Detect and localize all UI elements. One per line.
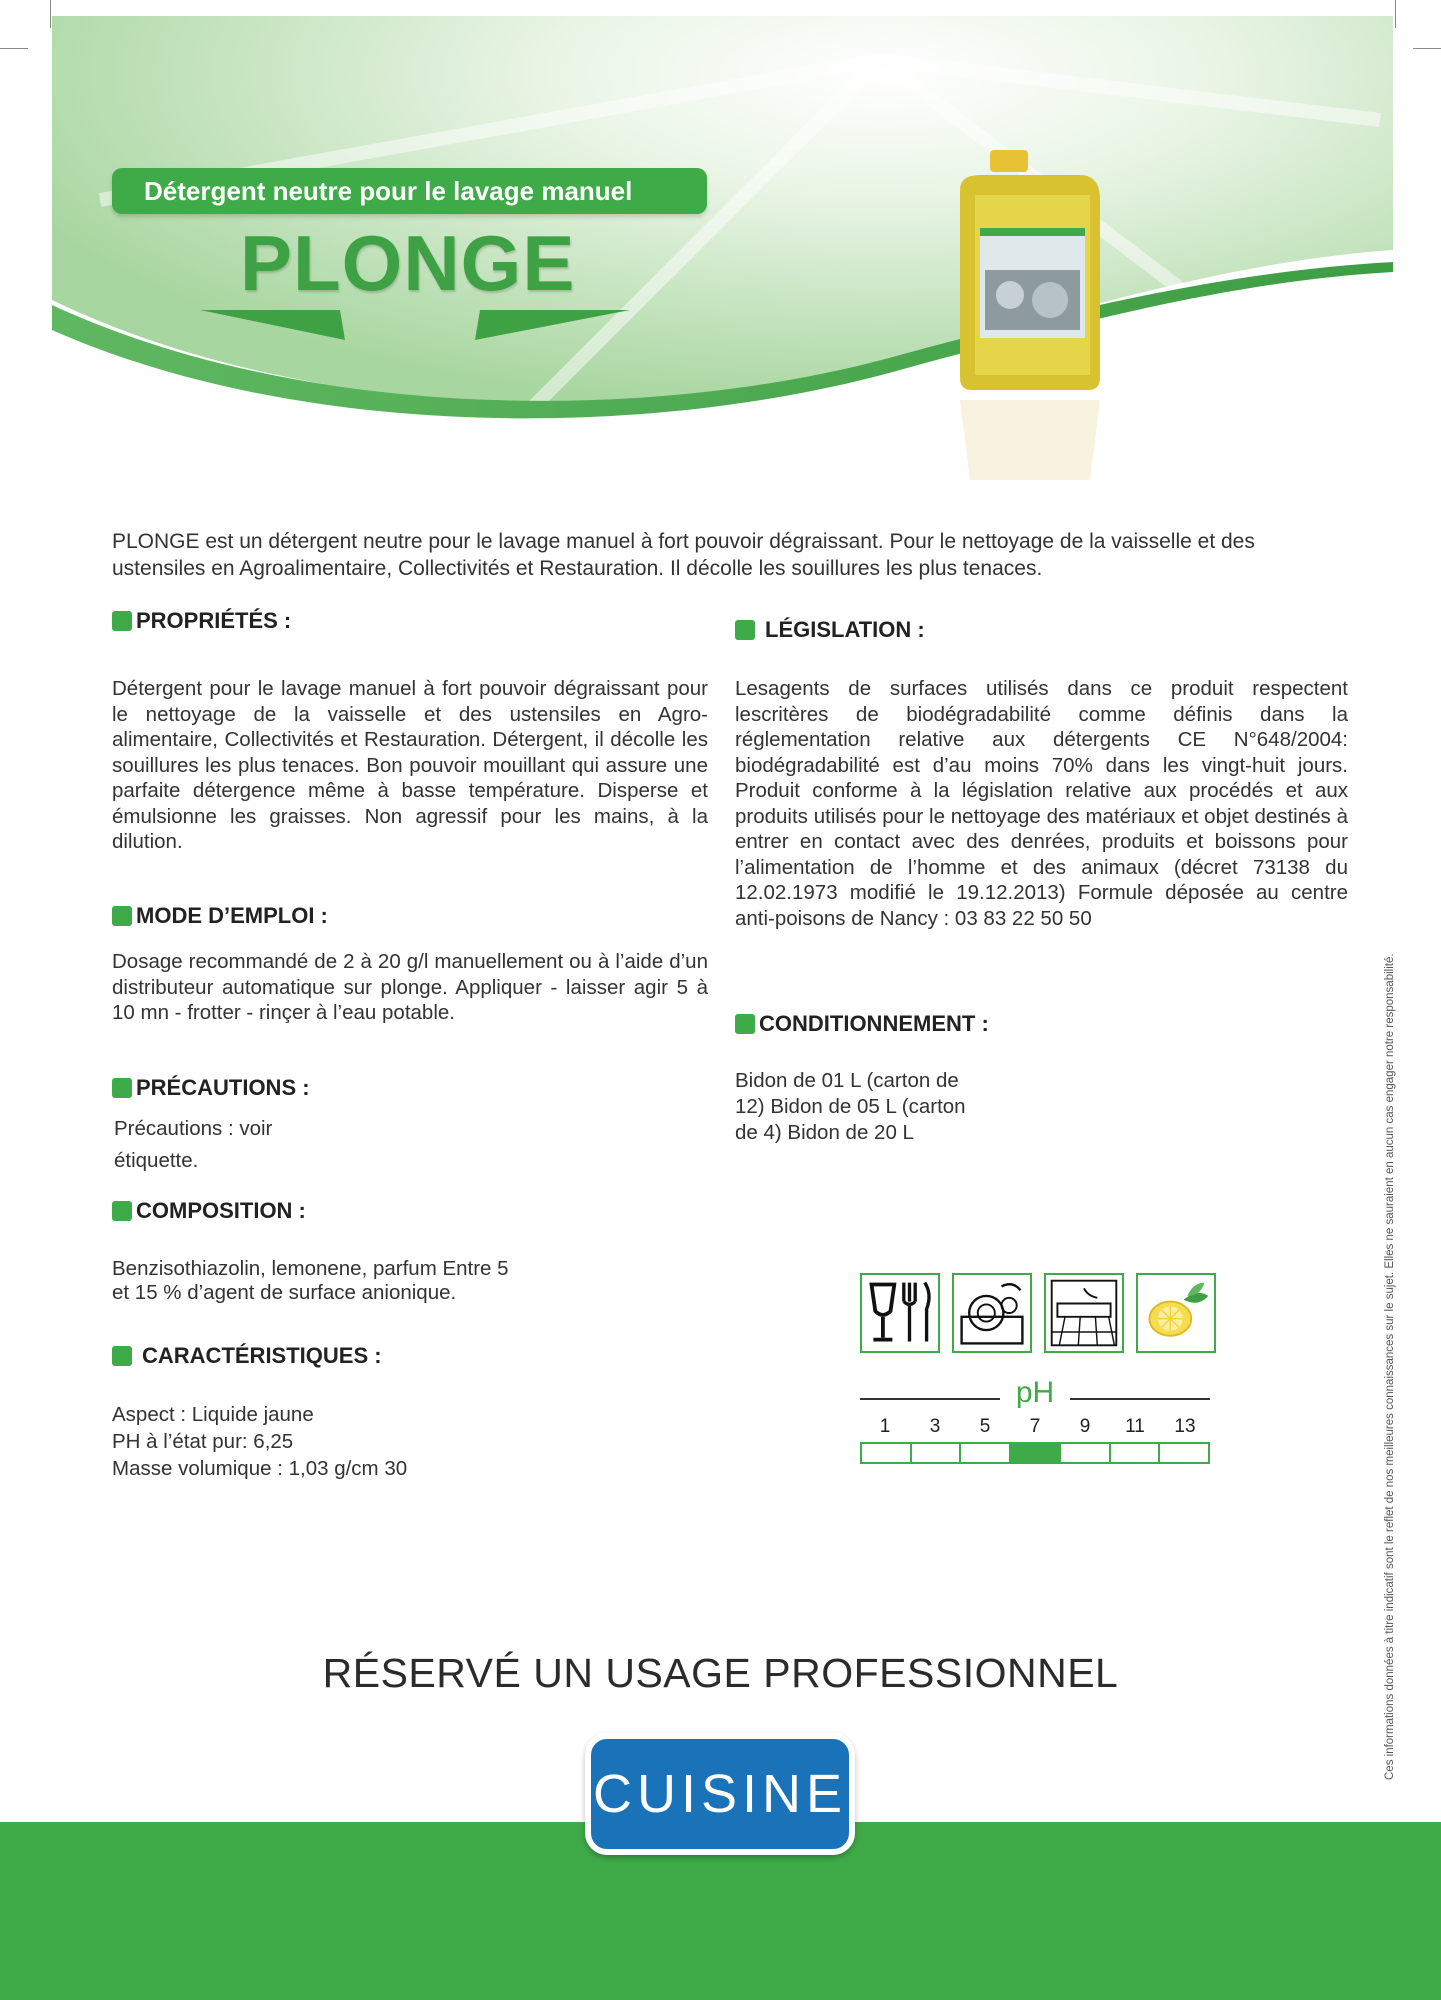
disclaimer-text: Ces informations données à titre indicatif sont le reflet de nos meilleures connaissances sur le sujet. Elles ne sauraient en aucun cas engager notre responsabilité. [1384,953,1396,1780]
ph-scale-bar [860,1442,1210,1464]
professional-use-notice: RÉSERVÉ UN USAGE PROFESSIONNEL [322,1650,1119,1696]
section-title: COMPOSITION : [136,1198,306,1223]
intro-text: PLONGE est un détergent neutre pour le lavage manuel à fort pouvoir dégraissant. Pour le nettoyage de la vaisselle et des ustensiles en Agroalimentaire, Collectivités et Restauration. Il décolle les souillures les plus tenaces. [112,530,1255,580]
section-heading-conditionnement [735,1011,989,1037]
precautions-text-line: étiquette. [114,1149,199,1172]
ph-cell [961,1444,1011,1462]
section-heading-proprietes [112,608,291,634]
section-heading-composition [112,1198,306,1224]
section-title: LÉGISLATION : [765,617,925,642]
ph-tick-label: 3 [929,1416,941,1437]
subtitle-banner: Détergent neutre pour le lavage manuel [112,168,707,214]
bullet-square-icon [735,1014,755,1034]
ph-tick-label: 7 [1029,1416,1041,1437]
header-background [0,0,1441,500]
caracteristiques-text-line: PH à l’état pur: 6,25 [112,1430,294,1453]
proprietes-text: Détergent pour le lavage manuel à fort pouvoir dégraissant pour le nettoyage de la vaisselle et des ustensiles en Agro- alimentaire, Collectivités et Restauration. Détergent, il décolle les souillures les plus tenaces. Bon pouvoir mouillant qui assure une parfaite détergence même à basse température. Disperse et émulsionne les graisses. Non agressif pour les mains, à la dilution. [112,677,708,853]
bullet-square-icon [112,1078,132,1098]
section-heading-legislation [735,617,925,643]
section-heading-mode-emploi [112,903,328,929]
ph-line-right [1070,1398,1210,1400]
section-heading-caracteristiques [112,1343,382,1369]
section-title: CARACTÉRISTIQUES : [142,1343,382,1368]
caracteristiques-text-line: Masse volumique : 1,03 g/cm 30 [112,1457,408,1480]
pictogram-row [860,1273,1216,1353]
ph-cell [912,1444,962,1462]
product-bottle-image [950,150,1110,490]
ph-tick-label: 5 [979,1416,991,1437]
legislation-text: Lesagents de surfaces utilisés dans ce produit respectent lescritères de biodégradabilité comme définis dans la réglementation relative aux détergents CE N°648/2004: biodégradabilité est d’au moins 70% dans les vingt-huit jours. Produit conforme à la législation relative aux procédés et aux produits utilisés pour le nettoyage des matériaux et objet destinés à entrer en contact avec des denrées, produits et boissons pour l’alimentation de l’homme et des animaux (décret 73138 du 12.02.1973 modifié le 19.12.2013) Formule déposée au centre anti-poisons de Nancy : 03 83 22 50 50 [735,677,1348,930]
section-title: MODE D’EMPLOI : [136,903,328,928]
ph-tick-label: 1 [879,1416,891,1437]
category-badge: CUISINE [585,1733,855,1855]
kitchen-icon [1044,1273,1124,1353]
ph-tick-label: 11 [1125,1416,1145,1437]
section-title: CONDITIONNEMENT : [759,1011,989,1036]
ph-cell [862,1444,912,1462]
dishwashing-icon [952,1273,1032,1353]
ph-cell [1160,1444,1208,1462]
ph-label: pH [1015,1376,1055,1409]
ph-cell [1111,1444,1161,1462]
conditionnement-text-line: 12) Bidon de 05 L (carton [735,1095,966,1118]
section-heading-precautions [112,1075,310,1101]
ph-cell [1061,1444,1111,1462]
lemon-icon [1136,1273,1216,1353]
product-title: PLONGE [240,219,576,307]
mode-emploi-text: Dosage recommandé de 2 à 20 g/l manuellement ou à l’aide d’un distributeur automatique sur plonge. Appliquer - laisser agir 5 à 10 mn - frotter - rinçer à l’eau potable. [112,950,708,1024]
ph-tick-label: 9 [1079,1416,1091,1437]
composition-text-line: Benzisothiazolin, lemonene, parfum Entre 5 [112,1257,509,1280]
bullet-square-icon [112,1201,132,1221]
conditionnement-text-line: Bidon de 01 L (carton de [735,1069,959,1092]
bullet-square-icon [112,906,132,926]
ph-scale [860,1376,1210,1466]
section-title: PRÉCAUTIONS : [136,1075,310,1100]
ph-tick-label: 13 [1174,1416,1196,1437]
bullet-square-icon [112,1346,132,1366]
bullet-square-icon [735,620,755,640]
caracteristiques-text-line: Aspect : Liquide jaune [112,1403,314,1426]
composition-text-line: et 15 % d’agent de surface anionique. [112,1281,457,1304]
ph-scale-numbers [860,1416,1210,1438]
section-title: PROPRIÉTÉS : [136,608,292,633]
tableware-icon [860,1273,940,1353]
ph-cell [1011,1444,1061,1462]
precautions-text-line: Précautions : voir [114,1117,273,1140]
conditionnement-text-line: de 4) Bidon de 20 L [735,1121,914,1144]
bullet-square-icon [112,611,132,631]
